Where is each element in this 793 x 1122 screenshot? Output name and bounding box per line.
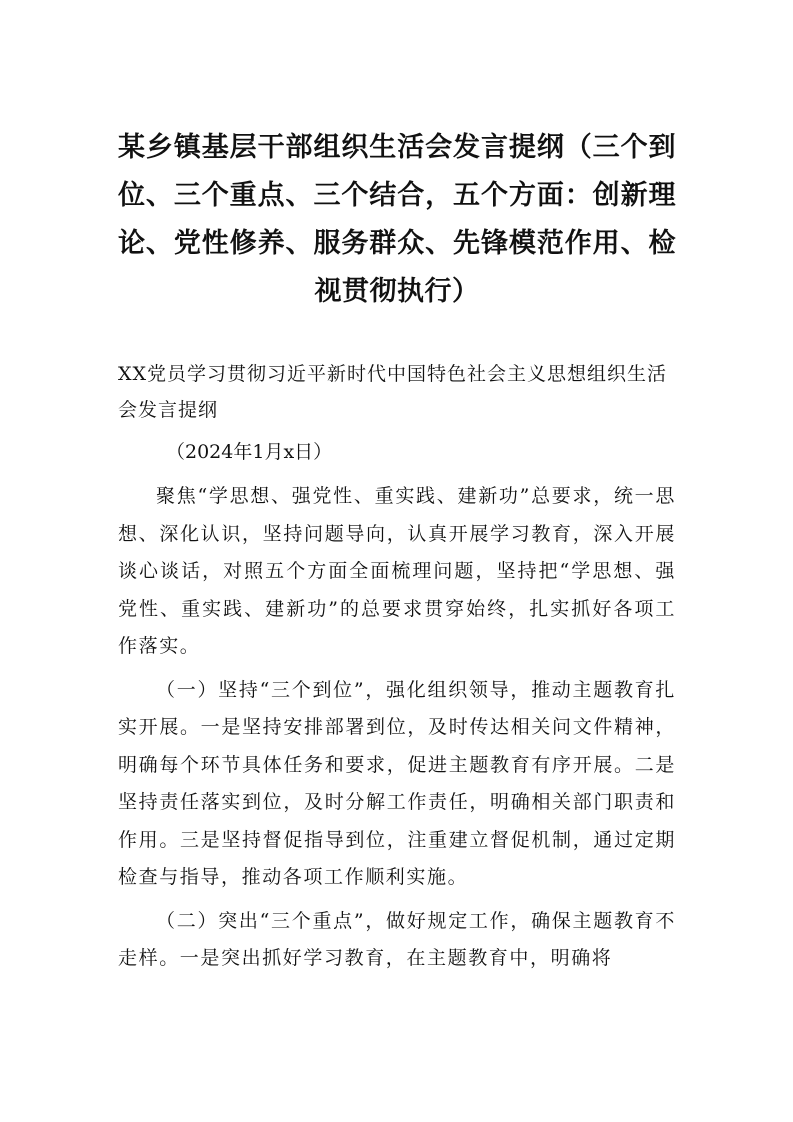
section-two-paragraph: （二）突出“三个重点”，做好规定工作，确保主题教育不走样。一是突出抓好学习教育，在主题教育中，明确将 [118,909,676,969]
document-title: 某乡镇基层干部组织生活会发言提纲（三个到位、三个重点、三个结合，五个方面：创新理论、党性修养、服务群众、先锋模范作用、检视贯彻执行） [118,132,676,307]
document-page [118,124,676,978]
document-subtitle: XX党员学习贯彻习近平新时代中国特色社会主义思想组织生活会发言提纲 [118,363,668,421]
document-date: （2024年1月x日） [166,441,333,463]
intro-paragraph: 聚焦“学思想、强党性、重实践、建新功”总要求，统一思想、深化认识，坚持问题导向，认真开展学习教育，深入开展谈心谈话，对照五个方面全面梳理问题，坚持把“学思想、强党性、重实践、建新功”的总要求贯穿始终，扎实抓好各项工作落实。 [118,485,676,657]
section-one-paragraph: （一）坚持“三个到位”，强化组织领导，推动主题教育扎实开展。一是坚持安排部署到位，及时传达相关问文件精神，明确每个环节具体任务和要求，促进主题教育有序开展。二是坚持责任落实到位，及时分解工作责任，明确相关部门职责和作用。三是坚持督促指导到位，注重建立督促机制，通过定期检查与指导，推动各项工作顺利实施。 [118,678,676,888]
